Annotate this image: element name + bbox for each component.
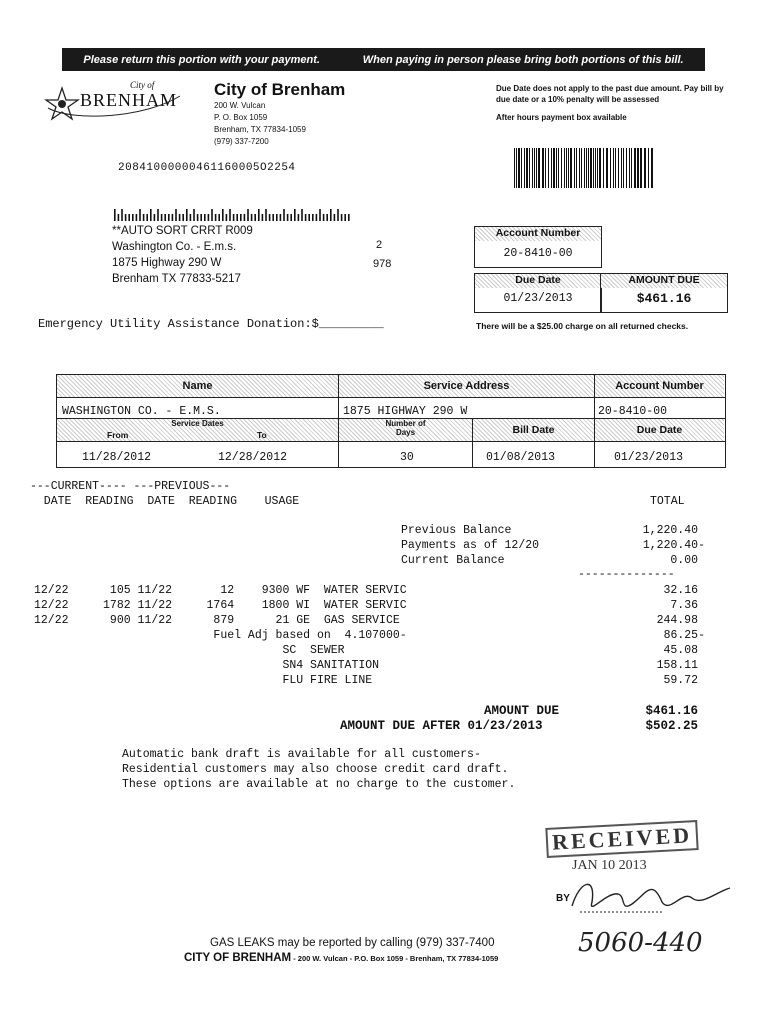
barcode-bar — [521, 148, 522, 188]
payments-label: Payments as of 12/20 — [401, 539, 540, 552]
received-date: JAN 10 2013 — [572, 858, 647, 873]
postal-bar — [168, 214, 170, 221]
signature-scribble-icon — [566, 872, 736, 920]
barcode-bar — [651, 148, 653, 188]
postal-bar — [269, 214, 271, 221]
postal-bar — [182, 214, 184, 221]
banner-left-text: Please return this portion with your payment. — [83, 53, 320, 66]
received-stamp — [538, 820, 693, 880]
stub-due-date-box — [474, 273, 602, 313]
payments-amount: 1,220.40- — [642, 539, 705, 552]
barcode-bar — [574, 148, 575, 188]
mail-code-2: 978 — [373, 258, 392, 270]
stub-due-date-value: 01/23/2013 — [503, 292, 573, 305]
postal-bar — [146, 214, 148, 221]
charge-amount: 59.72 — [663, 674, 698, 687]
postal-bar — [200, 214, 202, 221]
barcode-bar — [629, 148, 630, 188]
postal-bar — [172, 214, 174, 221]
bill-date-value: 01/08/2013 — [486, 451, 556, 464]
due-date-value: 01/23/2013 — [614, 451, 684, 464]
days-header — [339, 419, 472, 441]
barcode-bar — [542, 148, 544, 188]
postal-bar — [233, 214, 235, 221]
account-number-label: Account Number — [475, 227, 601, 241]
postal-bar — [128, 214, 130, 221]
postal-bar — [226, 214, 228, 221]
due-date-header: Due Date — [595, 419, 724, 441]
address-line: Brenham, TX 77834-1059 — [214, 125, 306, 134]
barcode-bar — [618, 148, 619, 188]
postal-bar — [204, 214, 206, 221]
postal-bar — [157, 209, 159, 221]
postal-bar — [254, 214, 256, 221]
barcode-bar — [610, 148, 611, 188]
bill-date-header: Bill Date — [473, 419, 594, 441]
service-address: 1875 HIGHWAY 290 W — [343, 405, 468, 418]
donation-line: Emergency Utility Assistance Donation:$_________ — [38, 317, 384, 331]
barcode-bar — [561, 148, 562, 188]
barcode-bar — [518, 148, 520, 188]
charge-line: 12/22 900 11/22 879 21 GE GAS SERVICE — [34, 614, 400, 627]
barcode-bar — [613, 148, 614, 188]
amount-due-after-value: $502.25 — [645, 719, 698, 733]
stub-amount-due-value: $461.16 — [636, 291, 692, 306]
draft-note-line: Residential customers may also choose credit card draft. — [122, 763, 509, 776]
stub-amount-due-box — [600, 273, 728, 313]
vertical-barcode — [514, 148, 654, 188]
barcode-bar — [576, 148, 577, 188]
charge-line: FLU FIRE LINE — [34, 674, 373, 687]
mailing-line: 1875 Highway 290 W — [112, 257, 222, 269]
postal-bar — [323, 214, 325, 221]
postal-bar — [330, 209, 332, 221]
postal-bar — [272, 214, 274, 221]
service-to-date: 12/28/2012 — [218, 451, 288, 464]
gas-leaks-note: GAS LEAKS may be reported by calling (979) 337-7400 — [210, 937, 495, 949]
postal-bar — [344, 214, 346, 221]
charge-amount: 7.36 — [670, 599, 698, 612]
barcode-bar — [516, 148, 517, 188]
barcode-bar — [536, 148, 537, 188]
current-label: ---CURRENT---- — [30, 480, 127, 493]
barcode-bar — [581, 148, 582, 188]
mailing-line: Washington Co. - E.m.s. — [112, 241, 237, 253]
received-text: RECEIVED — [545, 820, 699, 858]
service-days: 30 — [400, 451, 414, 464]
postal-bar — [125, 214, 127, 221]
charge-amount: 32.16 — [663, 584, 698, 597]
barcode-bar — [590, 148, 592, 188]
barcode-bar — [532, 148, 533, 188]
address-line: P. O. Box 1059 — [214, 113, 268, 122]
signature — [566, 872, 736, 920]
service-dates-label: Service Dates — [171, 419, 224, 428]
stub-amount-due-label: AMOUNT DUE — [601, 274, 727, 288]
city-logo — [44, 78, 184, 124]
postal-bar — [294, 209, 296, 221]
stamp-by-label: BY — [556, 893, 570, 904]
barcode-bar — [526, 148, 528, 188]
logo-big-text: BRENHAM — [80, 90, 178, 110]
barcode-bar — [545, 148, 546, 188]
amount-due-after-label: AMOUNT DUE AFTER 01/23/2013 — [340, 719, 543, 733]
handwritten-account: 5060-440 — [578, 928, 703, 958]
barcode-bar — [553, 148, 555, 188]
postal-bar — [276, 214, 278, 221]
service-table — [56, 374, 726, 468]
postal-bar — [139, 209, 141, 221]
amount-due-label: AMOUNT DUE — [484, 704, 560, 718]
postal-bar — [247, 209, 249, 221]
postal-bar — [179, 214, 181, 221]
after-hours-note: After hours payment box available — [496, 113, 627, 122]
barcode-bar — [548, 148, 549, 188]
from-label: From — [107, 430, 129, 440]
charge-line: SN4 SANITATION — [34, 659, 380, 672]
usage-current-header — [30, 480, 230, 493]
barcode-bar — [570, 148, 572, 188]
barcode-bar — [603, 148, 604, 188]
postal-bar — [136, 214, 138, 221]
charge-amount: 244.98 — [656, 614, 698, 627]
barcode-bar — [606, 148, 608, 188]
account-number-box — [474, 226, 602, 268]
return-banner — [62, 48, 705, 71]
returned-checks-note: There will be a $25.00 charge on all returned checks. — [476, 321, 689, 331]
footer-city-line — [184, 952, 498, 964]
city-address — [214, 100, 306, 148]
postal-bar — [316, 214, 318, 221]
service-dates-header — [57, 419, 338, 441]
barcode-bar — [644, 148, 646, 188]
barcode-bar — [597, 148, 598, 188]
name-header: Name — [57, 375, 338, 397]
postal-bar — [150, 209, 152, 221]
city-name: City of Brenham — [214, 80, 346, 99]
barcode-bar — [514, 148, 515, 188]
postal-bar — [326, 214, 328, 221]
charge-line: 12/22 1782 11/22 1764 1800 WI WATER SERVIC — [34, 599, 407, 612]
barcode-bar — [584, 148, 585, 188]
postal-bar — [283, 209, 285, 221]
footer-address: - 200 W. Vulcan - P.O. Box 1059 - Brenham, TX 77834-1059 — [291, 954, 499, 963]
due-date-note: Due Date does not apply to the past due amount. Pay bill by due date or a 10% penalty will be assessed — [496, 84, 724, 104]
postal-bar — [229, 209, 231, 221]
postal-bar — [186, 209, 188, 221]
barcode-bar — [538, 148, 540, 188]
postal-bar — [287, 214, 289, 221]
postal-bar — [132, 214, 134, 221]
postal-bar — [258, 209, 260, 221]
postal-bar — [244, 214, 246, 221]
charge-line: SC SEWER — [34, 644, 345, 657]
postal-bar — [114, 209, 116, 221]
postal-bar — [197, 214, 199, 221]
scan-line: 20841000000461160005O2254 — [118, 162, 296, 174]
barcode-bar — [648, 148, 649, 188]
barcode-bar — [634, 148, 636, 188]
postal-bar — [236, 214, 238, 221]
postal-bar — [298, 214, 300, 221]
postal-bar — [290, 214, 292, 221]
postal-bar — [319, 209, 321, 221]
charge-amount: 45.08 — [663, 644, 698, 657]
postal-bar — [337, 209, 339, 221]
footer-city: CITY OF BRENHAM — [184, 952, 292, 964]
previous-balance-label: Previous Balance — [401, 524, 512, 537]
table-account-number: 20-8410-00 — [598, 405, 668, 418]
amount-due-value: $461.16 — [645, 704, 698, 718]
postal-bar — [175, 209, 177, 221]
address-line: 200 W. Vulcan — [214, 101, 266, 110]
barcode-bar — [631, 148, 632, 188]
charge-line: Fuel Adj based on 4.107000- — [34, 629, 407, 642]
postal-bar — [190, 214, 192, 221]
barcode-bar — [564, 148, 565, 188]
barcode-bar — [568, 148, 569, 188]
due-date-notice — [496, 83, 726, 123]
postal-bar — [118, 214, 120, 221]
postal-bar — [305, 214, 307, 221]
postal-bar — [154, 214, 156, 221]
mailing-line: Brenham TX 77833-5217 — [112, 273, 241, 285]
charge-line: 12/22 105 11/22 12 9300 WF WATER SERVIC — [34, 584, 407, 597]
barcode-bar — [640, 148, 642, 188]
charge-amount: 86.25- — [663, 629, 705, 642]
postal-bar — [222, 209, 224, 221]
draft-note-line: Automatic bank draft is available for all customers- — [122, 748, 481, 761]
barcode-bar — [534, 148, 535, 188]
barcode-bar — [621, 148, 622, 188]
postal-bar — [280, 214, 282, 221]
postal-bar — [240, 214, 242, 221]
barcode-bar — [586, 148, 587, 188]
totals-divider: -------------- — [578, 568, 675, 581]
account-number-value: 20-8410-00 — [503, 247, 573, 260]
barcode-bar — [558, 148, 559, 188]
postal-bar — [193, 209, 195, 221]
postal-bar — [208, 214, 210, 221]
banner-right-text: When paying in person please bring both portions of this bill. — [362, 53, 684, 66]
previous-balance-amount: 1,220.40 — [642, 524, 698, 537]
barcode-bar — [556, 148, 557, 188]
postal-bar — [301, 209, 303, 221]
barcode-bar — [579, 148, 580, 188]
address-line: (979) 337-7200 — [214, 137, 269, 146]
barcode-bar — [588, 148, 589, 188]
charge-amount: 158.11 — [656, 659, 698, 672]
postal-bar — [161, 214, 163, 221]
barcode-bar — [529, 148, 530, 188]
mailing-line: **AUTO SORT CRRT R009 — [112, 225, 253, 237]
number-of-label: Number of — [385, 419, 426, 428]
service-address-header: Service Address — [339, 375, 594, 397]
postal-bar — [143, 214, 145, 221]
barcode-bar — [595, 148, 596, 188]
postal-bar — [218, 214, 220, 221]
barcode-bar — [593, 148, 594, 188]
postal-bar — [308, 214, 310, 221]
postal-bar — [164, 214, 166, 221]
previous-label: ---PREVIOUS--- — [133, 480, 231, 493]
total-header: TOTAL — [650, 495, 685, 508]
current-balance-label: Current Balance — [401, 554, 505, 567]
postal-bar — [348, 214, 350, 221]
barcode-bar — [615, 148, 616, 188]
customer-name: WASHINGTON CO. - E.M.S. — [62, 405, 221, 418]
draft-note-line: These options are available at no charge to the customer. — [122, 778, 516, 791]
service-from-date: 11/28/2012 — [82, 451, 152, 464]
mail-code-1: 2 — [376, 239, 383, 251]
postal-bar — [334, 214, 336, 221]
barcode-bar — [566, 148, 567, 188]
postal-bar — [312, 214, 314, 221]
mailing-address — [112, 223, 253, 287]
barcode-bar — [626, 148, 627, 188]
postal-bar — [211, 209, 213, 221]
barcode-bar — [623, 148, 624, 188]
barcode-bar — [637, 148, 639, 188]
barcode-bar — [524, 148, 525, 188]
current-balance-amount: 0.00 — [670, 554, 698, 567]
postal-bar — [215, 214, 217, 221]
postal-barcode — [114, 208, 354, 220]
days-label: Days — [395, 428, 416, 437]
postal-bar — [262, 214, 264, 221]
barcode-bar — [599, 148, 601, 188]
postal-bar — [121, 209, 123, 221]
account-number-header: Account Number — [595, 375, 724, 397]
usage-columns-header: DATE READING DATE READING USAGE — [30, 495, 300, 508]
stub-due-date-label: Due Date — [475, 274, 601, 288]
postal-bar — [341, 214, 343, 221]
barcode-bar — [551, 148, 552, 188]
postal-bar — [251, 214, 253, 221]
postal-bar — [265, 209, 267, 221]
logo-small-text: City of — [130, 80, 155, 90]
to-label: To — [257, 430, 267, 440]
